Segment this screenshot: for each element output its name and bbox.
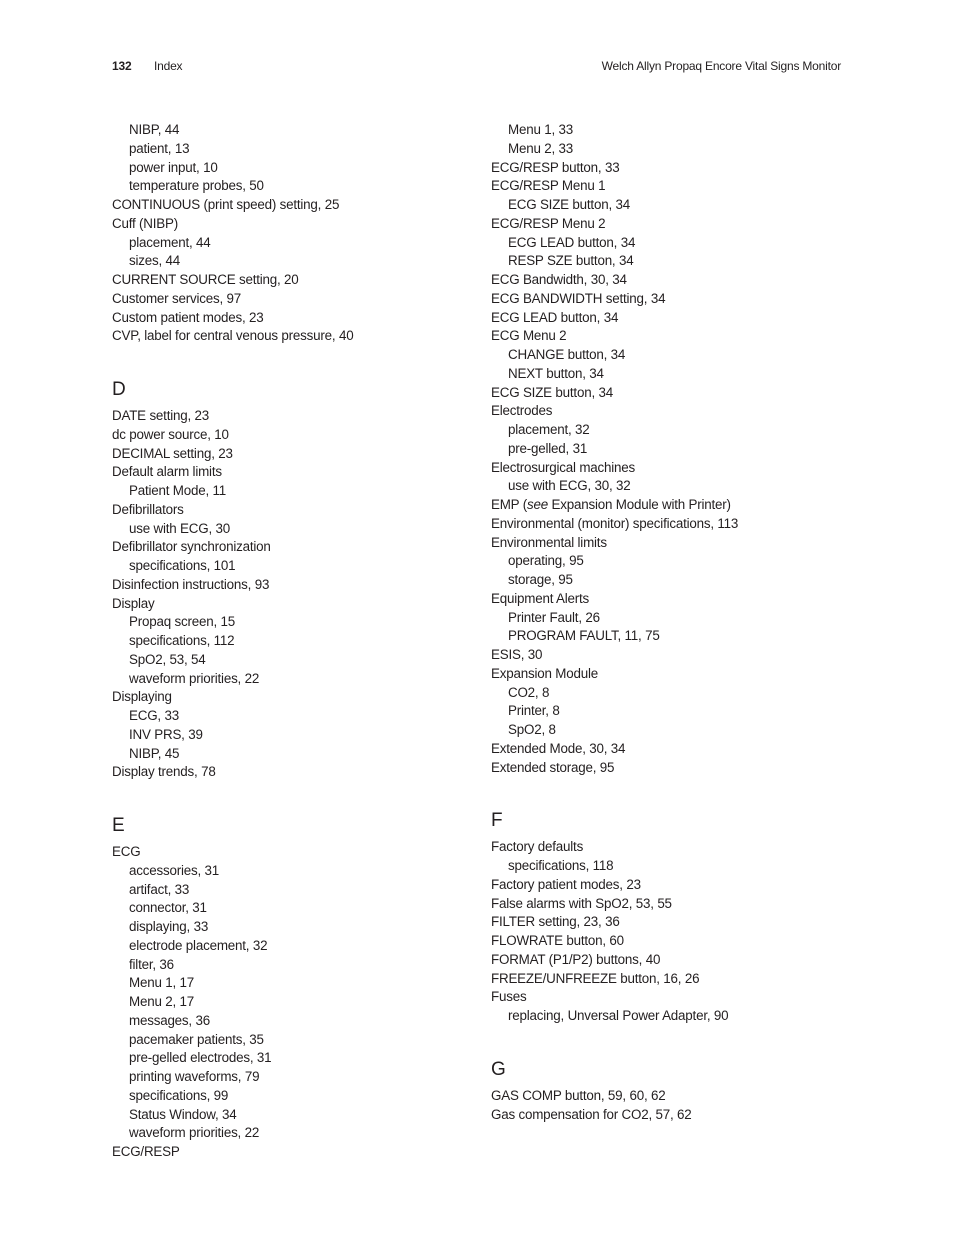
index-entry: DECIMAL setting, 23 xyxy=(112,445,233,461)
index-subentry: waveform priorities, 22 xyxy=(129,670,260,686)
index-subentry: specifications, 118 xyxy=(508,858,614,873)
index-subentry: Menu 1, 17 xyxy=(129,975,194,991)
index-entry: FLOWRATE button, 60 xyxy=(491,933,624,948)
entry-text: EMP ( xyxy=(491,497,527,512)
index-subentry: replacing, Unversal Power Adapter, 90 xyxy=(508,1008,729,1023)
index-subentry: operating, 95 xyxy=(508,553,584,569)
index-subentry: ECG SIZE button, 34 xyxy=(508,197,630,212)
index-subentry: INV PRS, 39 xyxy=(129,726,203,742)
index-subentry: NIBP, 45 xyxy=(129,745,180,761)
index-subentry: use with ECG, 30, 32 xyxy=(508,478,631,494)
index-entry: Electrosurgical machines xyxy=(491,459,636,475)
index-subentry: accessories, 31 xyxy=(129,862,220,878)
index-subentry: power input, 10 xyxy=(129,159,218,175)
index-entry: dc power source, 10 xyxy=(112,426,229,442)
index-entry: Equipment Alerts xyxy=(491,590,590,606)
index-entry: ECG Bandwidth, 30, 34 xyxy=(491,272,627,287)
section-name: Index xyxy=(154,59,183,73)
index-subentry: Printer, 8 xyxy=(508,703,560,719)
index-subentry: PROGRAM FAULT, 11, 75 xyxy=(508,628,660,644)
index-entry: FILTER setting, 23, 36 xyxy=(491,914,620,930)
index-entry: Electrodes xyxy=(491,403,553,419)
index-entry: ECG/RESP Menu 1 xyxy=(491,178,606,194)
index-entry: ESIS, 30 xyxy=(491,647,543,662)
index-letter-heading: F xyxy=(491,810,503,832)
index-subentry: electrode placement, 32 xyxy=(129,937,268,953)
index-entry: FORMAT (P1/P2) buttons, 40 xyxy=(491,951,661,967)
index-subentry: Propaq screen, 15 xyxy=(129,614,236,630)
index-entry: ECG/RESP button, 33 xyxy=(491,159,620,175)
index-entry: DATE setting, 23 xyxy=(112,408,210,423)
index-column-left xyxy=(112,121,472,1162)
index-entry: Extended Mode, 30, 34 xyxy=(491,740,626,756)
index-entry: ECG BANDWIDTH setting, 34 xyxy=(491,290,666,306)
index-subentry: storage, 95 xyxy=(508,572,573,587)
index-subentry: specifications, 112 xyxy=(129,633,235,648)
index-entry: Default alarm limits xyxy=(112,464,222,480)
index-subentry: CHANGE button, 34 xyxy=(508,347,626,362)
index-entry: Defibrillators xyxy=(112,501,184,517)
index-entry: FREEZE/UNFREEZE button, 16, 26 xyxy=(491,970,700,986)
index-entry: Defibrillator synchronization xyxy=(112,539,271,555)
index-subentry: Menu 1, 33 xyxy=(508,122,573,137)
index-entry: Displaying xyxy=(112,689,172,705)
index-subentry: patient, 13 xyxy=(129,140,190,156)
index-entry: Environmental limits xyxy=(491,534,607,550)
index-subentry: placement, 44 xyxy=(129,234,211,250)
index-column-right xyxy=(491,121,851,1124)
page-header xyxy=(112,59,841,77)
index-subentry: Menu 2, 17 xyxy=(129,994,194,1009)
index-subentry: displaying, 33 xyxy=(129,919,209,934)
entry-italic-text: see xyxy=(526,497,548,512)
index-subentry: Patient Mode, 11 xyxy=(129,483,227,498)
index-subentry: pre-gelled electrodes, 31 xyxy=(129,1050,272,1066)
index-subentry: Printer Fault, 26 xyxy=(508,609,600,625)
index-entry: False alarms with SpO2, 53, 55 xyxy=(491,895,672,911)
index-subentry: use with ECG, 30 xyxy=(129,520,230,536)
index-entry: ECG Menu 2 xyxy=(491,328,567,344)
index-subentry: SpO2, 8 xyxy=(508,722,556,737)
index-entry: Environmental (monitor) specifications, 113 xyxy=(491,515,739,531)
index-letter-heading: D xyxy=(112,379,126,400)
index-entry: Fuses xyxy=(491,989,527,1005)
index-subentry: NIBP, 44 xyxy=(129,122,180,137)
index-subentry: temperature probes, 50 xyxy=(129,178,264,194)
book-title: Welch Allyn Propaq Encore Vital Signs Monitor xyxy=(601,59,841,73)
index-subentry: ECG LEAD button, 34 xyxy=(508,234,636,250)
index-entry: Custom patient modes, 23 xyxy=(112,309,264,325)
index-entry: ECG/RESP Menu 2 xyxy=(491,215,606,231)
index-entry: Cuff (NIBP) xyxy=(112,215,179,231)
index-subentry: ECG, 33 xyxy=(129,708,179,723)
index-entry: Customer services, 97 xyxy=(112,290,242,306)
index-subentry: placement, 32 xyxy=(508,422,590,437)
index-entry xyxy=(491,496,851,515)
entry-text-after: Expansion Module with Printer) xyxy=(547,497,731,512)
index-subentry: NEXT button, 34 xyxy=(508,365,604,381)
index-subentry: pacemaker patients, 35 xyxy=(129,1031,264,1047)
index-subentry: connector, 31 xyxy=(129,900,207,916)
index-subentry: filter, 36 xyxy=(129,956,174,972)
index-subentry: pre-gelled, 31 xyxy=(508,440,588,456)
index-letter-heading: G xyxy=(491,1058,506,1080)
index-subentry: waveform priorities, 22 xyxy=(129,1125,260,1141)
index-entry: Factory patient modes, 23 xyxy=(491,876,641,892)
index-entry: Display trends, 78 xyxy=(112,764,216,780)
index-entry: Expansion Module xyxy=(491,665,598,681)
index-entry: CONTINUOUS (print speed) setting, 25 xyxy=(112,197,340,212)
index-entry: ECG LEAD button, 34 xyxy=(491,309,619,325)
index-entry: Extended storage, 95 xyxy=(491,759,615,775)
index-entry: ECG SIZE button, 34 xyxy=(491,384,613,400)
index-entry: Disinfection instructions, 93 xyxy=(112,576,270,592)
page-number: 132 xyxy=(112,59,132,73)
index-entry: Display xyxy=(112,595,155,611)
index-subentry: artifact, 33 xyxy=(129,881,190,897)
index-entry: ECG/RESP xyxy=(112,1144,180,1159)
index-subentry: CO2, 8 xyxy=(508,684,550,700)
index-subentry: sizes, 44 xyxy=(129,253,181,269)
index-entry: GAS COMP button, 59, 60, 62 xyxy=(491,1087,666,1103)
index-entry: CVP, label for central venous pressure, 40 xyxy=(112,328,354,344)
index-entry: Gas compensation for CO2, 57, 62 xyxy=(491,1106,692,1122)
index-letter-heading: E xyxy=(112,815,125,836)
index-subentry: Status Window, 34 xyxy=(129,1106,237,1122)
index-subentry: printing waveforms, 79 xyxy=(129,1069,260,1084)
index-entry: Factory defaults xyxy=(491,839,584,855)
index-subentry: SpO2, 53, 54 xyxy=(129,651,206,667)
index-subentry: specifications, 99 xyxy=(129,1087,229,1103)
index-entry: CURRENT SOURCE setting, 20 xyxy=(112,272,299,287)
index-subentry: Menu 2, 33 xyxy=(508,140,573,156)
index-subentry: RESP SZE button, 34 xyxy=(508,253,634,269)
index-subentry: specifications, 101 xyxy=(129,558,236,573)
index-subentry: messages, 36 xyxy=(129,1012,210,1028)
index-entry: ECG xyxy=(112,844,141,859)
